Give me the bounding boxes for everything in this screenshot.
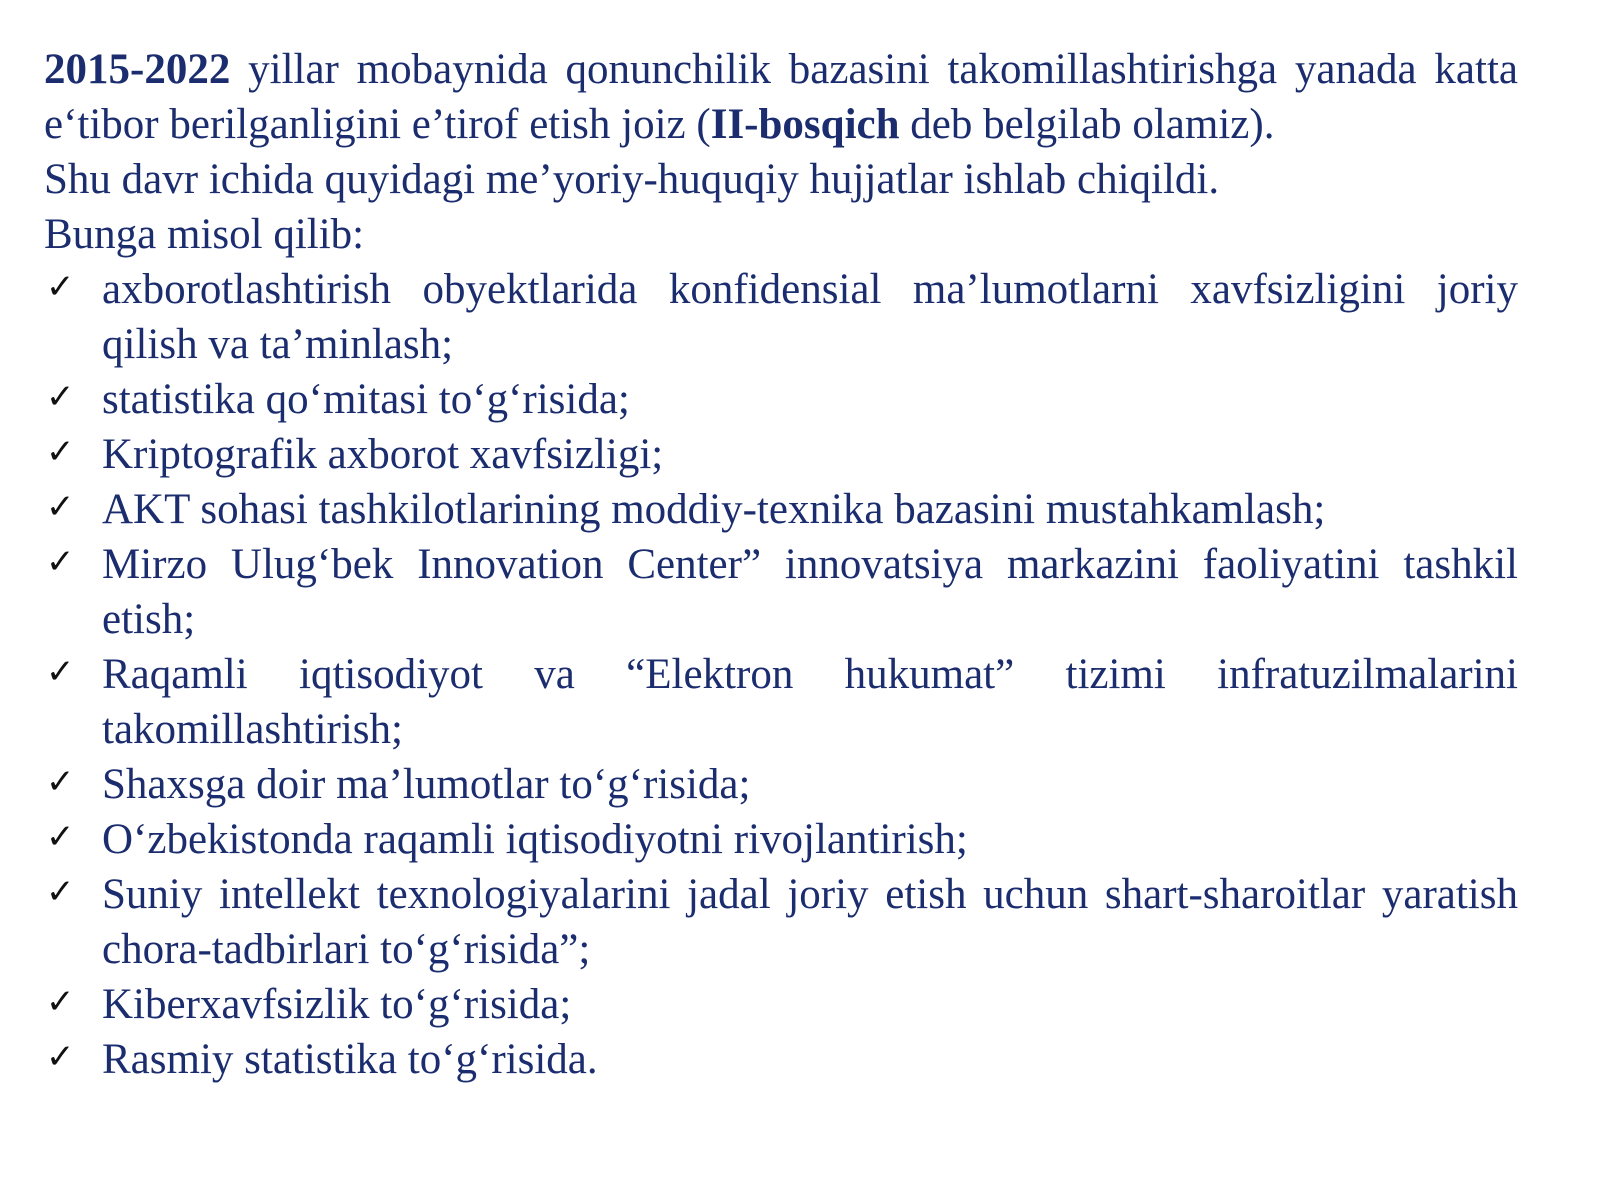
checkmark-icon: ✓ [46, 817, 75, 857]
checkmark-icon: ✓ [46, 542, 75, 582]
intro-years: 2015-2022 [44, 46, 231, 93]
checkmark-icon: ✓ [46, 432, 75, 472]
checkmark-icon: ✓ [46, 1037, 75, 1077]
list-item-text: O‘zbekistonda raqamli iqtisodiyotni rivojlantirish; [102, 816, 968, 863]
list-item-text: Shaxsga doir ma’lumotlar to‘g‘risida; [102, 761, 751, 808]
intro-text-a: yillar mobaynida qonunchilik bazasini takomillashtirishga yanada katta e‘tibor berilganligini e’tirof etish joiz ( [44, 46, 1518, 148]
intro-line-3: Bunga misol qilib: [44, 211, 365, 258]
intro-line-2: Shu davr ichida quyidagi me’yoriy-huquqiy hujjatlar ishlab chiqildi. [44, 156, 1220, 203]
list-item [44, 427, 1518, 482]
list-item [44, 757, 1518, 812]
checkmark-icon: ✓ [46, 487, 75, 527]
intro-text-b: deb belgilab olamiz). [899, 101, 1275, 148]
list-item-text: Rasmiy statistika to‘g‘risida. [102, 1036, 598, 1083]
list-item [44, 647, 1518, 757]
list-item [44, 1032, 1518, 1087]
list-item-text: Kiberxavfsizlik to‘g‘risida; [102, 981, 572, 1028]
list-item-text: Suniy intellekt texnologiyalarini jadal joriy etish uchun shart-sharoitlar yaratish chora-tadbirlari to‘g‘risida”; [102, 871, 1518, 973]
checkmark-icon: ✓ [46, 652, 75, 692]
checkmark-icon: ✓ [46, 762, 75, 802]
checkmark-icon: ✓ [46, 982, 75, 1022]
intro-paragraph [44, 42, 1518, 152]
checkmark-icon: ✓ [46, 377, 75, 417]
list-item [44, 537, 1518, 647]
document-list [44, 262, 1518, 1087]
list-item-text: AKT sohasi tashkilotlarining moddiy-texnika bazasini mustahkamlash; [102, 486, 1326, 533]
list-item-text: Mirzo Ulug‘bek Innovation Center” innovatsiya markazini faoliyatini tashkil etish; [102, 541, 1518, 643]
list-item [44, 482, 1518, 537]
list-item-text: Kriptografik axborot xavfsizligi; [102, 431, 664, 478]
list-item-text: Raqamli iqtisodiyot va “Elektron hukumat” tizimi infratuzilmalarini takomillashtirish; [102, 651, 1518, 753]
list-item [44, 867, 1518, 977]
intro-stage: II-bosqich [710, 101, 900, 148]
list-item-text: statistika qo‘mitasi to‘g‘risida; [102, 376, 630, 423]
checkmark-icon: ✓ [46, 267, 75, 307]
list-item [44, 262, 1518, 372]
list-item [44, 977, 1518, 1032]
slide-content [44, 42, 1518, 1087]
list-item [44, 812, 1518, 867]
checkmark-icon: ✓ [46, 872, 75, 912]
list-item [44, 372, 1518, 427]
list-item-text: axborotlashtirish obyektlarida konfidensial ma’lumotlarni xavfsizligini joriy qilish va ta’minlash; [102, 266, 1518, 368]
